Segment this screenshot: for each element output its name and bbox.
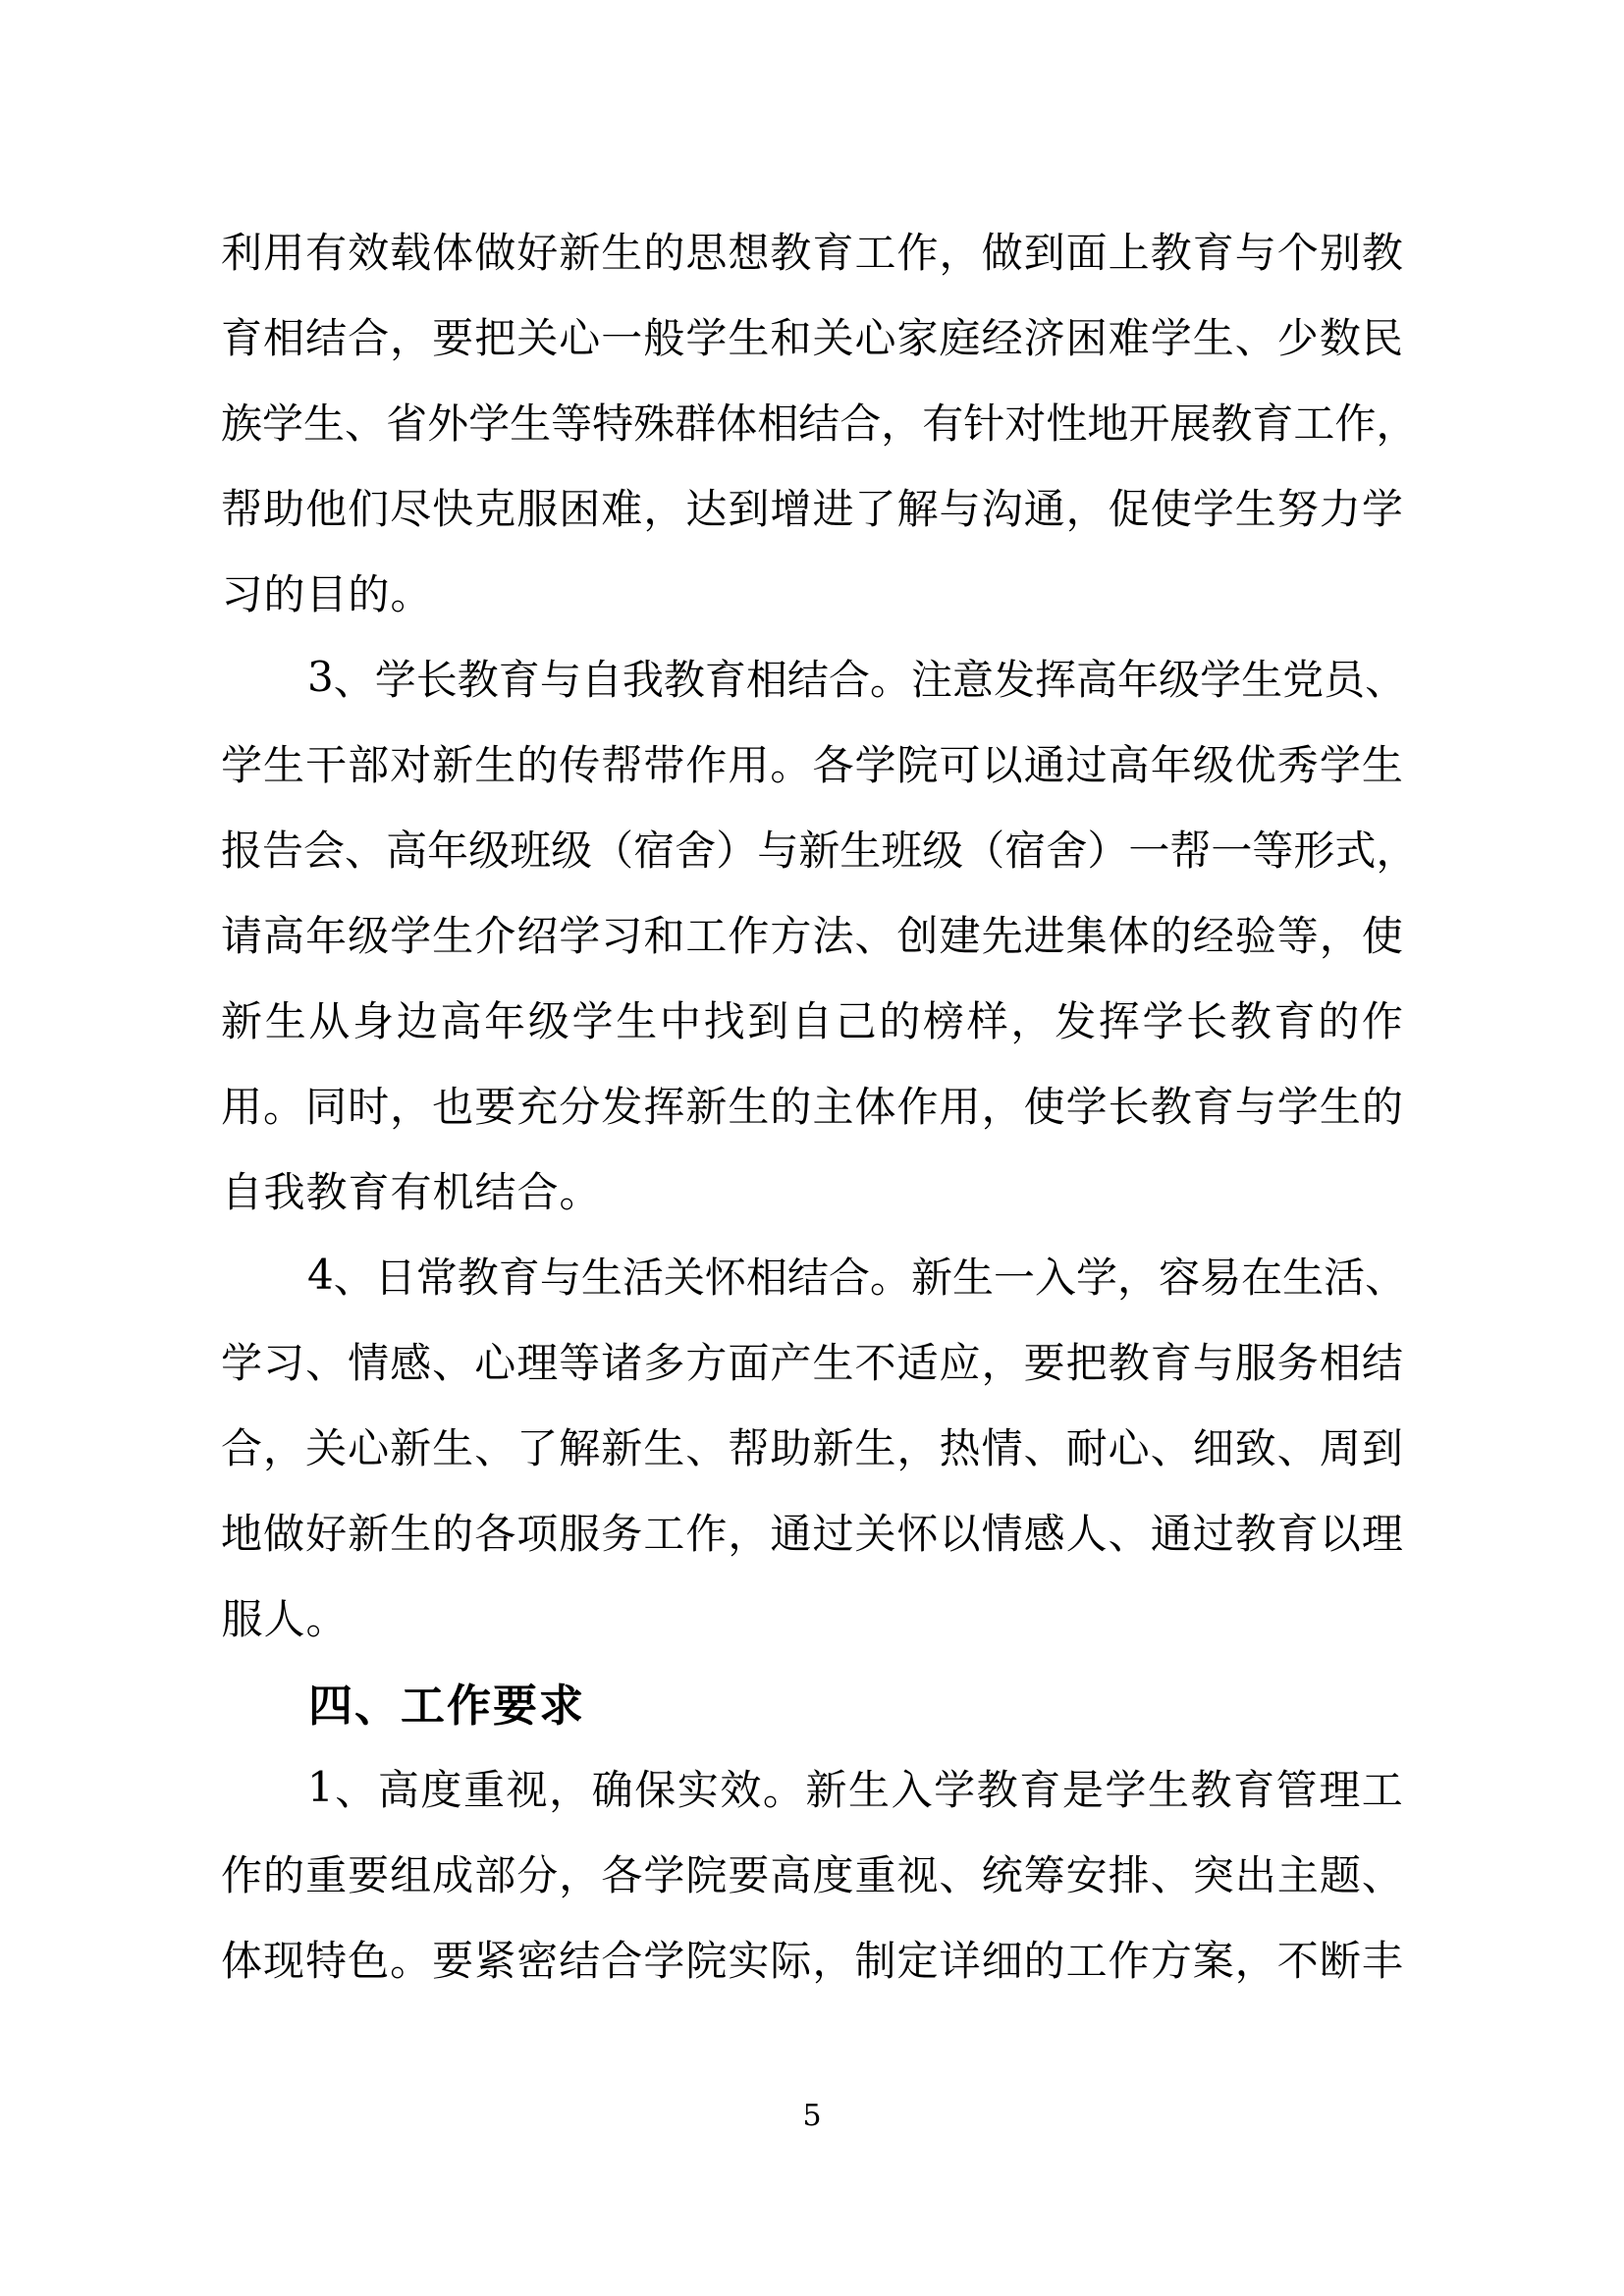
text-line: 体 现 特 色 。 要 紧 密 结 合 学 院 实 际 ， 制 定 详 细 的 工 作 方 案 ， 不 断 丰 — [221, 1936, 1403, 1985]
text-line: 4 、 日 常 教 育 与 生 活 关 怀 相 结 合 。 新 生 一 入 学 ， 容 易 在 生 活 、 — [307, 1251, 1407, 1302]
text-line: 新 生 从 身 边 高 年 级 学 生 中 找 到 自 己 的 榜 样 ， 发 挥 学 长 教 育 的 作 — [221, 996, 1403, 1045]
text-line: 帮 助 他 们 尽 快 克 服 困 难 ， 达 到 增 进 了 解 与 沟 通 ， 促 使 学 生 努 力 学 — [221, 484, 1403, 533]
page-number: 5 — [802, 2099, 822, 2133]
text-line: 合 ， 关 心 新 生 、 了 解 新 生 、 帮 助 新 生 ， 热 情 、 耐 心 、 细 致 、 周 到 — [221, 1423, 1403, 1472]
text-line: 1 、 高 度 重 视 ， 确 保 实 效 。 新 生 入 学 教 育 是 学 生 教 育 管 理 工 — [307, 1763, 1403, 1814]
section-heading: 四 、 工 作 要 求 — [307, 1680, 583, 1732]
text-line: 请 高 年 级 学 生 介 绍 学 习 和 工 作 方 法 、 创 建 先 进 集 体 的 经 验 等 ， 使 — [221, 911, 1403, 960]
text-line: 地 做 好 新 生 的 各 项 服 务 工 作 ， 通 过 关 怀 以 情 感 人 、 通 过 教 育 以 理 — [221, 1509, 1403, 1558]
text-line: 学 生 干 部 对 新 生 的 传 帮 带 作 用 。 各 学 院 可 以 通 过 高 年 级 优 秀 学 生 — [221, 740, 1403, 789]
text-line: 自 我 教 育 有 机 结 合 。 — [221, 1167, 601, 1216]
text-line: 利 用 有 效 载 体 做 好 新 生 的 思 想 教 育 工 作 ， 做 到 面 上 教 育 与 个 别 教 — [221, 228, 1403, 277]
text-line: 用 。 同 时 ， 也 要 充 分 发 挥 新 生 的 主 体 作 用 ， 使 学 长 教 育 与 学 生 的 — [221, 1082, 1403, 1131]
text-line: 3 、 学 长 教 育 与 自 我 教 育 相 结 合 。 注 意 发 挥 高 年 级 学 生 党 员 、 — [307, 653, 1407, 704]
text-line: 习 的 目 的 。 — [221, 569, 432, 618]
text-line: 服 人 。 — [221, 1594, 348, 1643]
text-line: 族 学 生 、 省 外 学 生 等 特 殊 群 体 相 结 合 ， 有 针 对 性 地 开 展 教 育 工 作 ， — [221, 399, 1418, 448]
text-line: 作 的 重 要 组 成 部 分 ， 各 学 院 要 高 度 重 视 、 统 筹 安 排 、 突 出 主 题 、 — [221, 1850, 1403, 1899]
text-line: 学 习 、 情 感 、 心 理 等 诸 多 方 面 产 生 不 适 应 ， 要 把 教 育 与 服 务 相 结 — [221, 1338, 1403, 1387]
document-body — [221, 207, 1418, 2001]
text-line: 育 相 结 合 ， 要 把 关 心 一 般 学 生 和 关 心 家 庭 经 济 困 难 学 生 、 少 数 民 — [221, 313, 1403, 362]
text-line: 报 告 会 、 高 年 级 班 级 （ 宿 舍 ） 与 新 生 班 级 （ 宿 舍 ） 一 帮 一 等 形 式 ， — [221, 826, 1418, 875]
